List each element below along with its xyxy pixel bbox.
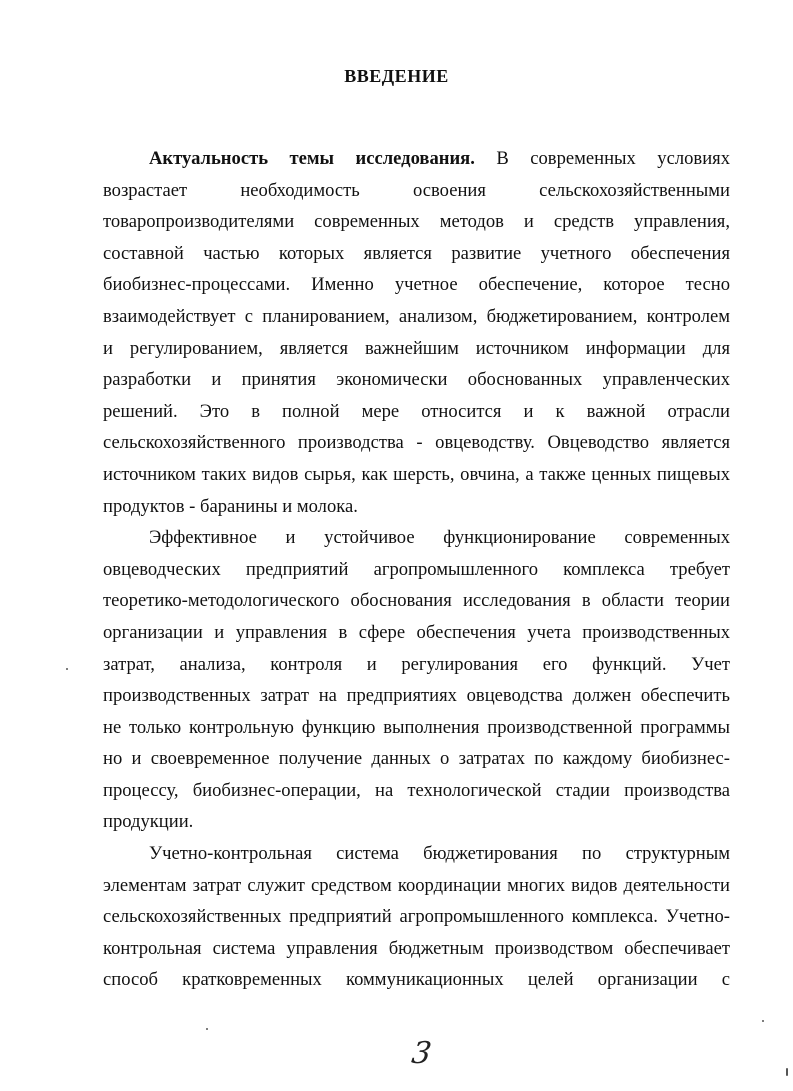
- text-line: теоретико-методологического обоснования исследования в области теории: [103, 590, 730, 612]
- text-line: возрастает необходимость освоения сельскохозяйственными: [103, 179, 730, 201]
- text-line: затрат, анализа, контроля и регулирования его функций. Учет: [103, 653, 730, 675]
- text-line: товаропроизводителями современных методов и средств управления,: [103, 211, 730, 233]
- scan-speck: [786, 1068, 788, 1076]
- document-body: [103, 143, 730, 996]
- text-line: сельскохозяйственного производства - овцеводству. Овцеводство является: [103, 432, 730, 454]
- text-fragment: В современных условиях: [496, 148, 730, 169]
- text-line: но и своевременное получение данных о затратах по каждому биобизнес-: [103, 748, 730, 770]
- text-line: решений. Это в полной мере относится и к важной отрасли: [103, 400, 730, 422]
- text-line: организации и управления в сфере обеспечения учета производственных: [103, 621, 730, 643]
- page-number: 3: [409, 1036, 434, 1071]
- text-line: [103, 143, 730, 175]
- page-title: ВВЕДЕНИЕ: [344, 66, 449, 86]
- text-line: разработки и принятия экономически обоснованных управленческих: [103, 369, 730, 391]
- scan-speck: [66, 668, 68, 670]
- scan-speck: [206, 1028, 208, 1030]
- text-line: элементам затрат служит средством координации многих видов деятельности: [103, 874, 730, 896]
- text-line: взаимодействует с планированием, анализом, бюджетированием, контролем: [103, 305, 730, 327]
- text-line: продукции.: [103, 811, 194, 833]
- text-line: процессу, биобизнес-операции, на технологической стадии производства: [103, 779, 730, 801]
- text-line: способ кратковременных коммуникационных целей организации с: [103, 969, 730, 991]
- scan-speck: [762, 1020, 764, 1022]
- text-line: биобизнес-процессами. Именно учетное обеспечение, которое тесно: [103, 274, 730, 296]
- text-line: Эффективное и устойчивое функционирование современных: [149, 527, 730, 549]
- text-line: не только контрольную функцию выполнения производственной программы: [103, 716, 730, 738]
- text-line: продуктов - баранины и молока.: [103, 495, 358, 517]
- text-line: Учетно-контрольная система бюджетирования по структурным: [149, 843, 730, 865]
- text-line: контрольная система управления бюджетным производством обеспечивает: [103, 937, 730, 959]
- lead-heading: Актуальность темы исследования.: [149, 148, 475, 169]
- text-line: производственных затрат на предприятиях овцеводства должен обеспечить: [103, 685, 730, 707]
- text-line: овцеводческих предприятий агропромышленного комплекса требует: [103, 558, 730, 580]
- text-line: источником таких видов сырья, как шерсть, овчина, а также ценных пищевых: [103, 463, 730, 485]
- text-line: и регулированием, является важнейшим источником информации для: [103, 337, 730, 359]
- text-line: составной частью которых является развитие учетного обеспечения: [103, 242, 730, 264]
- text-line: сельскохозяйственных предприятий агропромышленного комплекса. Учетно-: [103, 906, 730, 928]
